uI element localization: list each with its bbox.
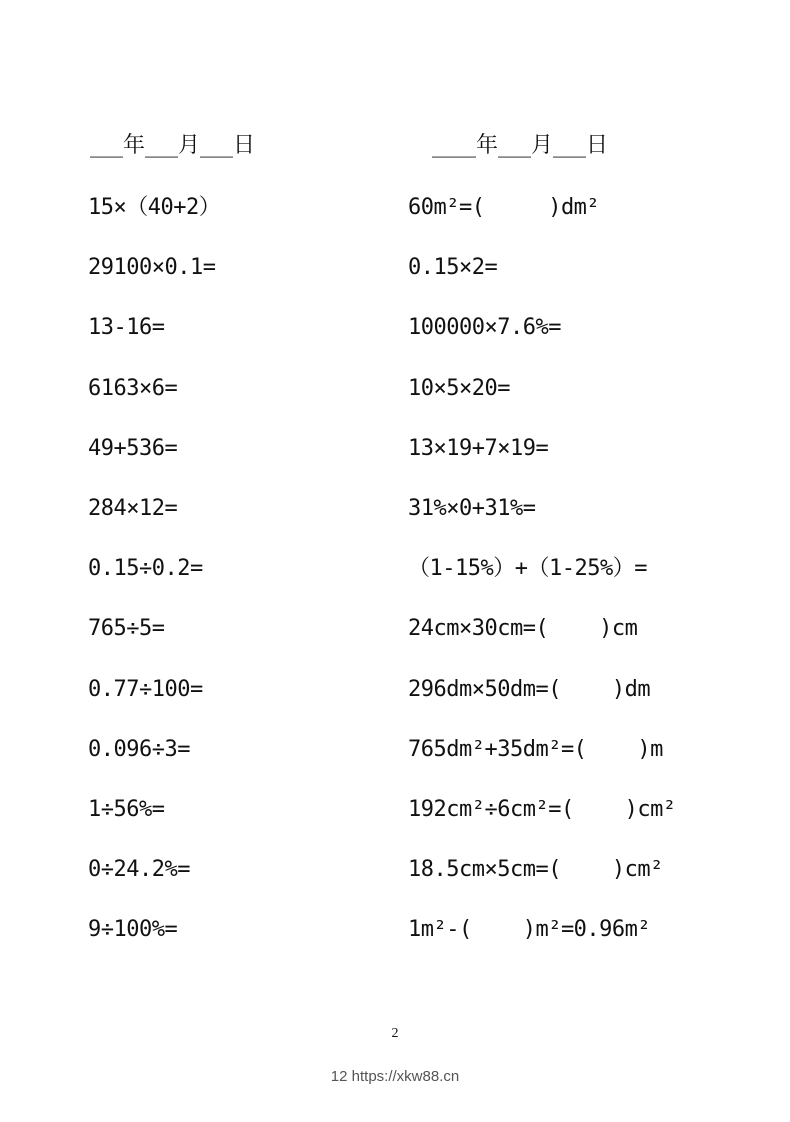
problem-item: 0.15÷0.2= (88, 556, 203, 582)
problem-item: （1-15%）+（1-25%）= (408, 556, 647, 582)
watermark-url: 12 https://xkw88.cn (330, 1068, 460, 1085)
problem-item: 6163×6= (88, 375, 178, 401)
problem-item: 0÷24.2%= (88, 857, 190, 883)
problem-item: 0.096÷3= (88, 736, 190, 762)
problem-item: 29100×0.1= (88, 255, 216, 281)
problem-item: 31%×0+31%= (408, 495, 536, 521)
problem-item: 765÷5= (88, 616, 165, 642)
problem-item: 49+536= (88, 435, 178, 461)
problem-column-right (408, 188, 676, 970)
page-number: 2 (391, 1026, 399, 1041)
problem-item: 18.5cm×5cm=( )cm² (408, 857, 663, 883)
problem-item: 24cm×30cm=( )cm (408, 616, 638, 642)
problem-column-left (88, 188, 220, 970)
problem-item: 192cm²÷6cm²=( )cm² (408, 796, 676, 822)
problem-item: 100000×7.6%= (408, 315, 561, 341)
problem-item: 9÷100%= (88, 917, 178, 943)
problem-item: 0.15×2= (408, 255, 498, 281)
problem-item: 1m²-( )m²=0.96m² (408, 917, 651, 943)
problem-item: 296dm×50dm=( )dm (408, 676, 651, 702)
problem-item: 0.77÷100= (88, 676, 203, 702)
date-header-left: ___年___月___日 (90, 133, 256, 158)
problem-item: 13-16= (88, 315, 165, 341)
problem-item: 765dm²+35dm²=( )m (408, 736, 663, 762)
problem-item: 10×5×20= (408, 375, 510, 401)
problem-item: 13×19+7×19= (408, 435, 549, 461)
problem-item: 284×12= (88, 495, 178, 521)
problem-item: 15×（40+2） (88, 195, 221, 220)
date-header-right: ____年___月___日 (432, 133, 609, 158)
problem-item: 60m²=( )dm² (408, 195, 600, 220)
problem-item: 1÷56%= (88, 796, 165, 822)
